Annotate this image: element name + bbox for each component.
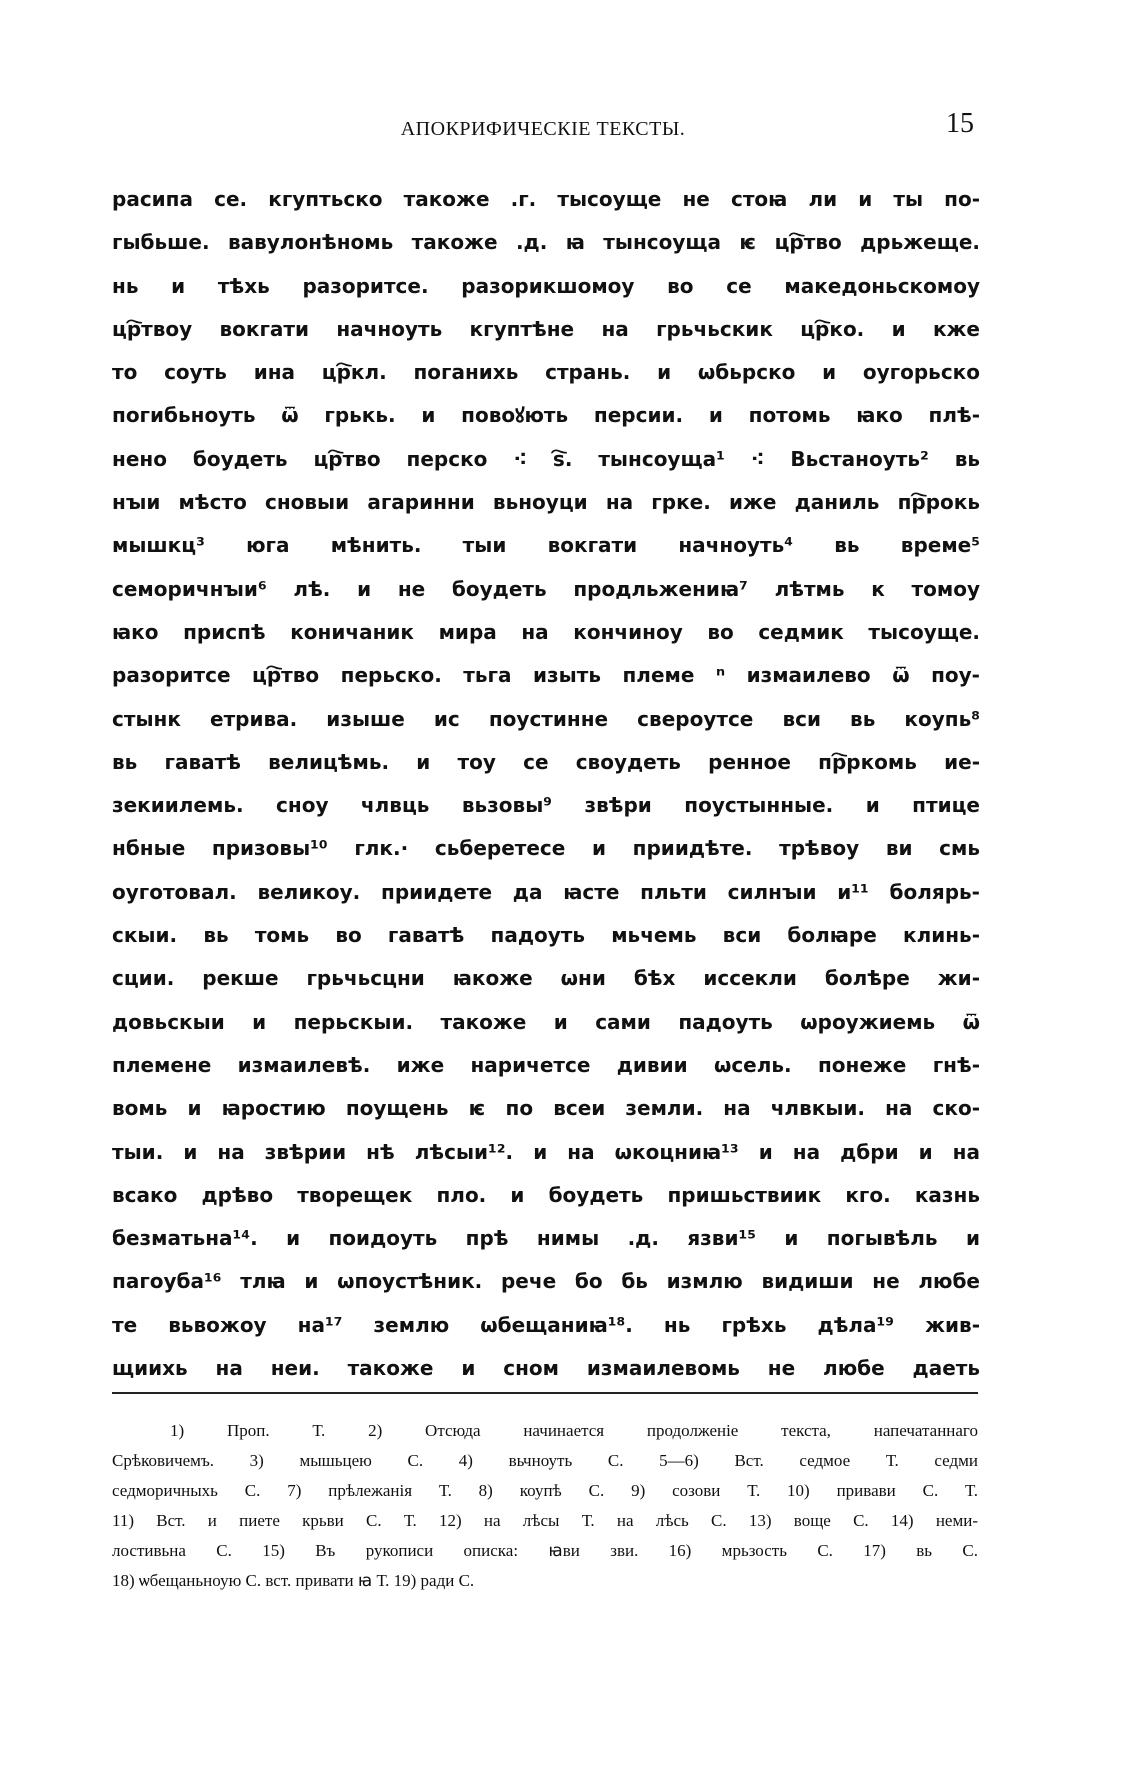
text-line: пагоуба¹⁶ тлꙗ и ѡпоустѣник. рече бо бь измлю видиши не любе — [112, 1269, 980, 1294]
text-line: гыбьше. вавулонѣномь такоже .д. ꙗ тынсоуща ѥ цр҇тво дрьжеще. — [112, 230, 980, 255]
text-line: нь и тѣхь разоритсе. разорикшомоу во се македоньскомоу — [112, 273, 980, 298]
page-number: 15 — [946, 108, 974, 139]
text-line: вомь и ꙗростию поущень ѥ по всеи земли. на члвкыи. на ско- — [112, 1096, 980, 1121]
footnote-line: 18) ѡбещаньноую С. вст. привати ꙗ Т. 19) ради С. — [112, 1571, 475, 1590]
text-line: безматьна¹⁴. и поидоуть прѣ нимы .д. язви¹⁵ и погывѣль и — [112, 1226, 980, 1251]
text-line: погибьноуть ѿ грькь. и повоꙋють персии. и потомь ꙗко плѣ- — [112, 403, 980, 428]
text-line: сции. рекше грьчьсцни ꙗкоже ѡни бѣх иссекли болѣре жи- — [112, 966, 980, 991]
running-title: АПОКРИФИЧЕСКІЕ ТЕКСТЫ. — [400, 118, 686, 140]
page-header — [112, 108, 974, 142]
text-line: оуготовал. великоу. приидете да ꙗсте пльти силнꙑи и¹¹ болярь- — [112, 879, 980, 904]
text-line: племене измаилевѣ. иже наричетсе дивии ѡсель. понеже гнѣ- — [112, 1052, 980, 1077]
text-line: разоритсе цр҇тво перьско. тьга изыть племе ⁿ измаилево ѿ поу- — [112, 663, 980, 688]
footnote-line: Срѣковичемъ. 3) мышьцею С. 4) вьчноуть С. 5—6) Вст. седмое Т. седми — [112, 1451, 978, 1470]
text-line: тыи. и на звѣрии нѣ лѣсыи¹². и на ѡкоцниꙗ¹³ и на дбри и на — [112, 1139, 980, 1164]
text-line: то соуть ина цр҇кл. поганихь странь. и ѡбьрско и оугорьско — [112, 360, 980, 385]
text-line: стынк етрива. изыше ис поустинне свероутсе вси вь коупь⁸ — [112, 706, 980, 731]
text-line: всако дрѣво творещек пло. и боудеть пришьствиик кго. казнь — [112, 1182, 980, 1207]
text-line: нбные призовы¹⁰ глк.· сьберетесе и приидѣте. трѣвоу ви смь — [112, 836, 980, 861]
text-line: те вьвожоу на¹⁷ землю ѡбещаниꙗ¹⁸. нь грѣхь дѣла¹⁹ жив- — [112, 1312, 980, 1337]
footnotes-block — [112, 1416, 978, 1596]
text-line: семоричнꙑи⁶ лѣ. и не боудеть продльжениꙗ⁷ лѣтмь к томоу — [112, 576, 980, 601]
footnote-line: 1) Проп. Т. 2) Отсюда начинается продолженіе текста, напечатаннаго — [170, 1421, 978, 1440]
text-line: зекиилемь. сноу члвць вьзовы⁹ звѣри поустынные. и птице — [112, 793, 980, 818]
text-line: цр҇твоу вокгати начноуть кгуптѣне на грьчьскик цр҇ко. и кже — [112, 316, 980, 341]
text-line: нꙑи мѣсто сновыи агаринни вьноуци на грке. иже даниль пр҇рокь — [112, 490, 980, 515]
text-line: ꙗко приспѣ коничаник мира на кончиноу во седмик тысоуще. — [112, 619, 980, 644]
text-line: нено боудеть цр҇тво перско ⁖ ѕ҇. тынсоуща¹ ⁖ Вьстаноуть² вь — [112, 446, 980, 471]
text-line: вь гаватѣ велицѣмь. и тоу се своудеть ренное пр҇ркомь ие- — [112, 749, 980, 774]
main-text-block — [112, 178, 980, 1390]
footnote-line: седморичныхь С. 7) прѣлежанія Т. 8) коупѣ С. 9) созови Т. 10) привави С. Т. — [112, 1481, 978, 1500]
footnote-divider — [112, 1392, 978, 1394]
text-line: щиихь на неи. такоже и сном измаилевомь не любе даеть — [112, 1356, 980, 1381]
text-line: расипа се. кгуптьско такоже .г. тысоуще не стоꙗ ли и ты по- — [112, 187, 980, 211]
footnote-line: 11) Вст. и пиете крьви С. Т. 12) на лѣсы Т. на лѣсь С. 13) воще С. 14) неми- — [112, 1511, 978, 1530]
text-line: скыи. вь томь во гаватѣ падоуть мьчемь вси болꙗре клинь- — [112, 923, 980, 948]
text-line: довьскыи и перьскыи. такоже и сами падоуть ѡроужиемь ѿ — [112, 1009, 980, 1034]
footnote-line: лостивьна С. 15) Въ рукописи описка: ꙗви зви. 16) мрьзость С. 17) вь С. — [112, 1541, 978, 1560]
text-line: мышкц³ юга мѣнить. тыи вокгати начноуть⁴ вь време⁵ — [112, 533, 980, 558]
